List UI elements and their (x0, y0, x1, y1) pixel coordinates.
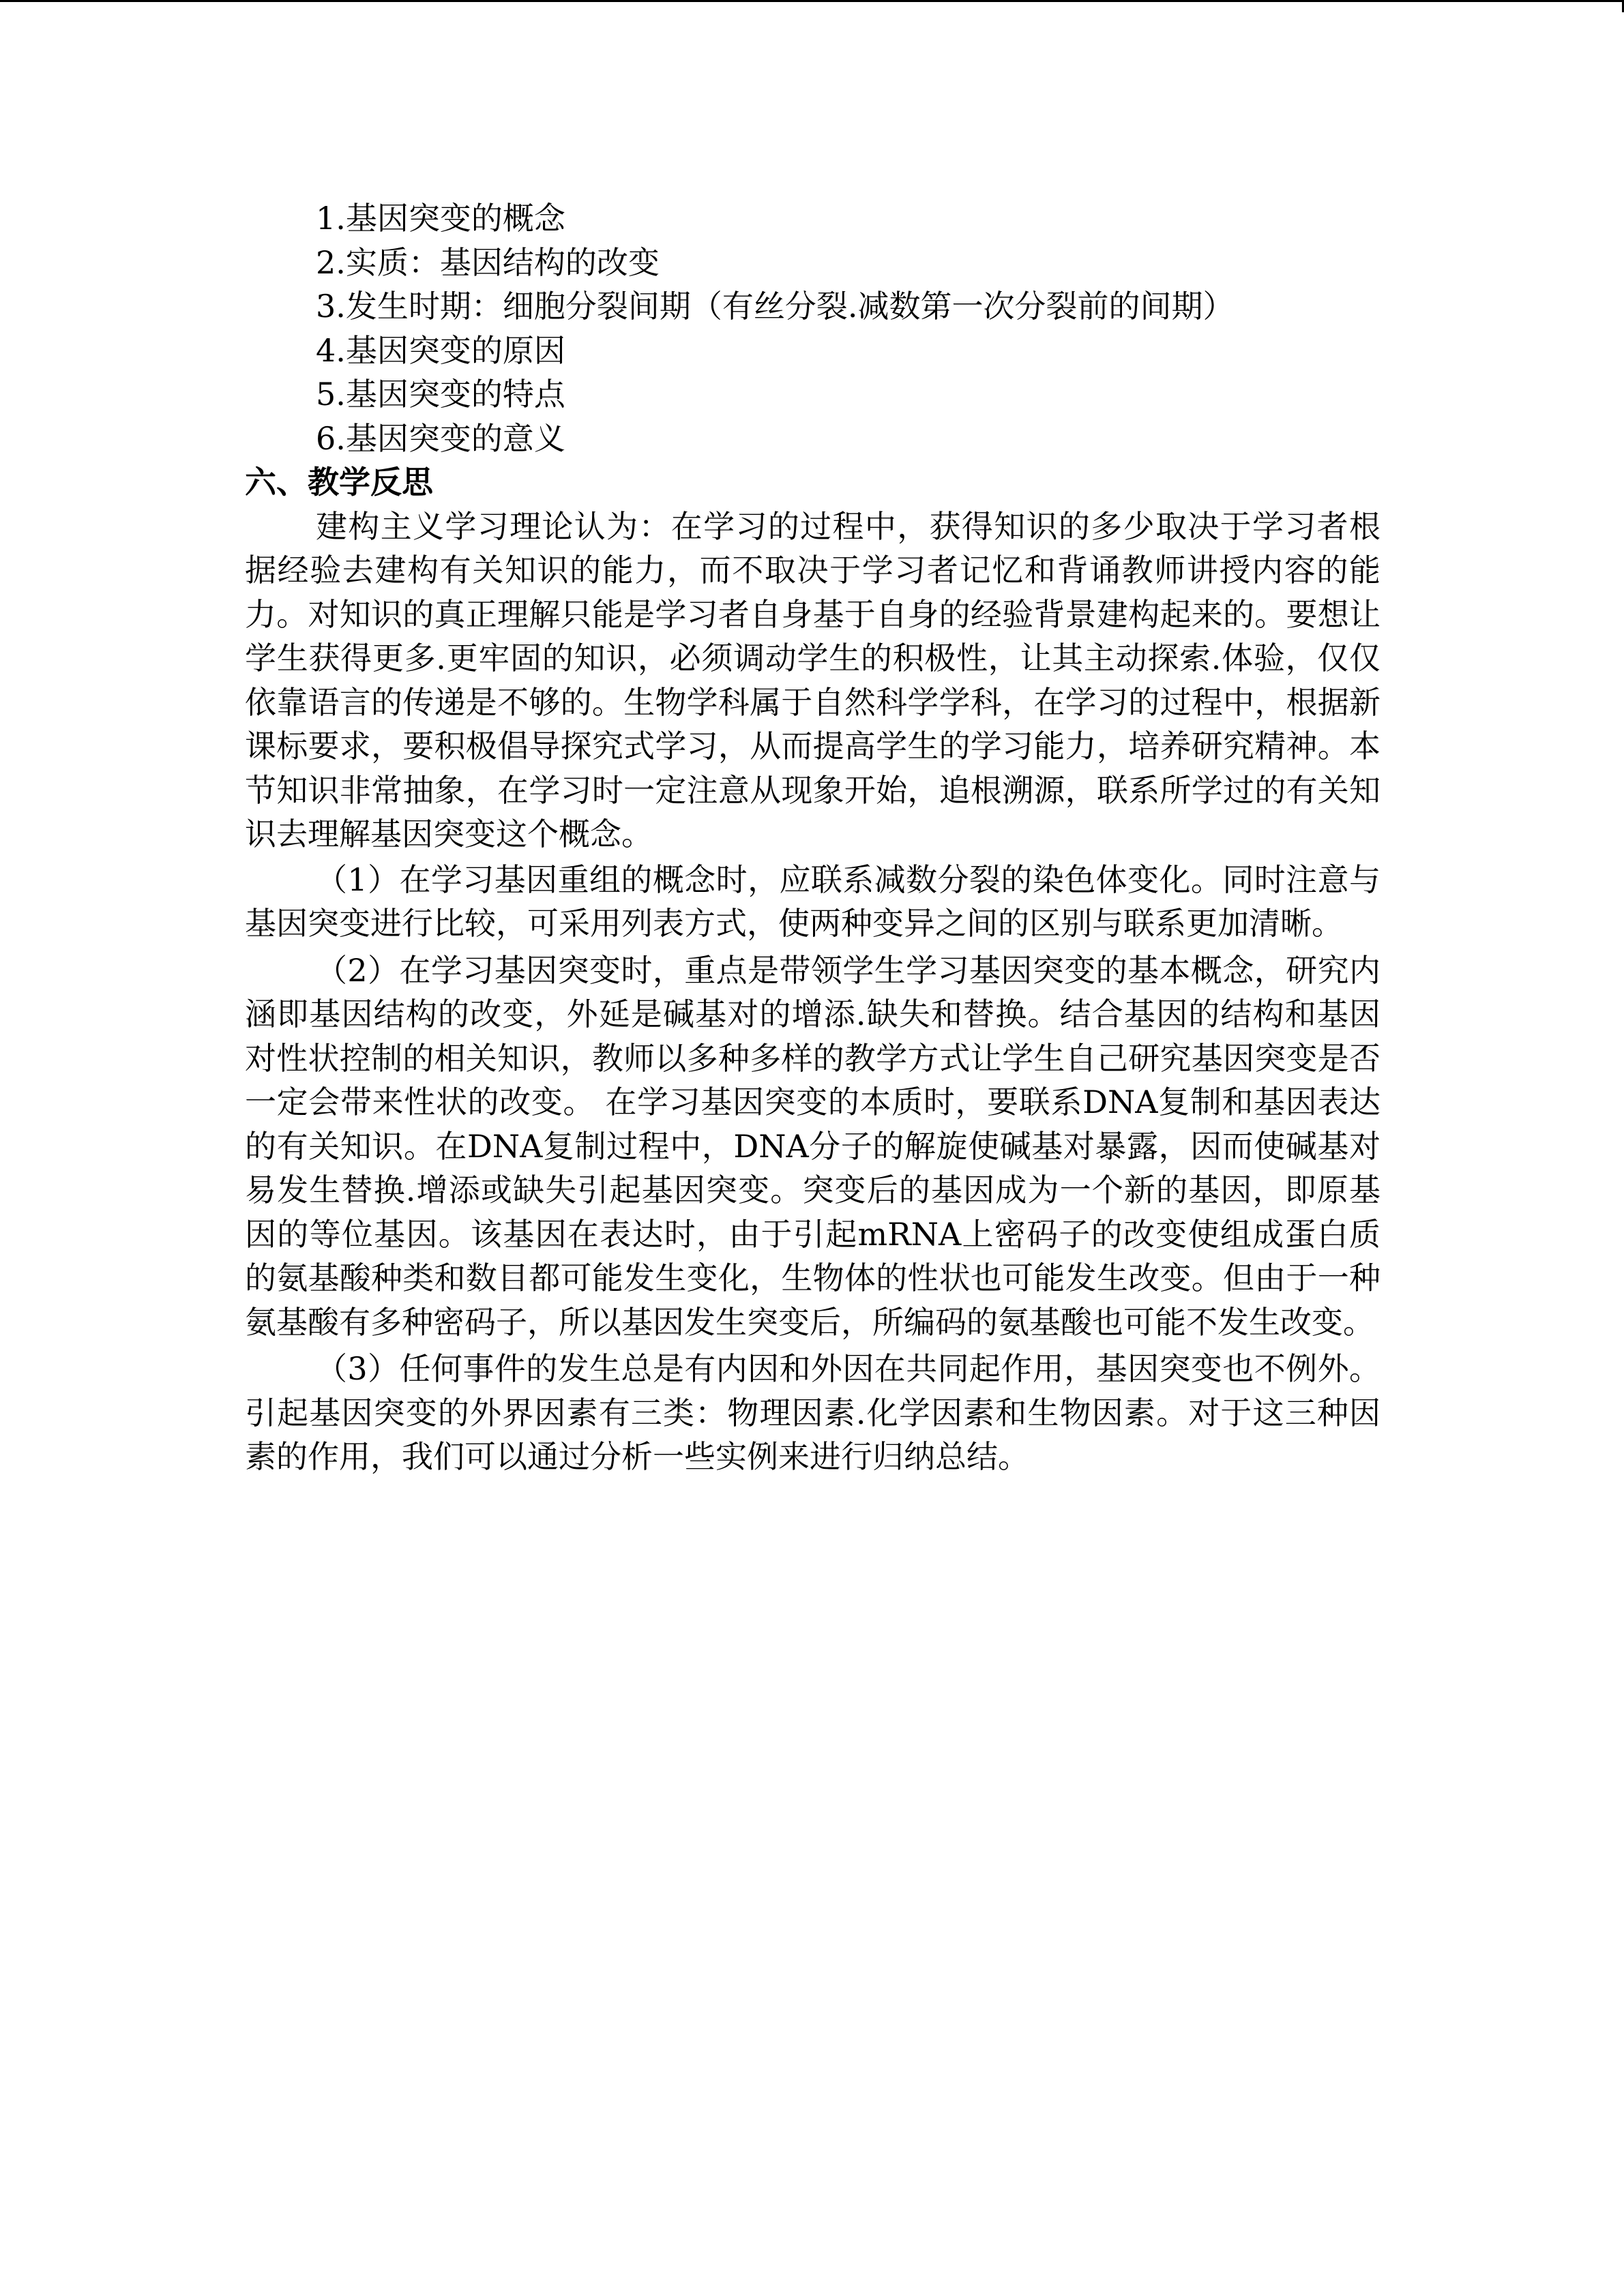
list-item: 1.基因突变的概念 (316, 200, 565, 237)
list-item: 4.基因突变的原因 (316, 331, 565, 369)
page-top-border (0, 0, 1624, 2)
paragraph-point-2: （2）在学习基因突变时，重点是带领学生学习基因突变的基本概念，研究内涵即基因结构的改变，外延是碱基对的增添.缺失和替换。结合基因的结构和基因对性状控制的相关知识，教师以多种多样的教学方式让学生自己研究基因突变是否一定会带来性状的改变。 在学习基因突变的本质时，要联系DNA复制和基因表达的有关知识。在DNA复制过程中，DNA分子的解旋使碱基对暴露，因而使碱基对易发生替换.增添或缺失引起基因突变。突变后的基因成为一个新的基因，即原基因的等位基因。该基因在表达时，由于引起mRNA上密码子的改变使组成蛋白质的氨基酸种类和数目都可能发生变化，生物体的性状也可能发生改变。但由于一种氨基酸有多种密码子，所以基因发生突变后，所编码的氨基酸也可能不发生改变。 (245, 951, 1381, 1341)
summary-list (245, 196, 1381, 460)
section-heading: 六、教学反思 (245, 464, 433, 501)
list-item: 5.基因突变的特点 (316, 376, 565, 413)
document-body (245, 196, 1381, 1479)
list-item: 2.实质：基因结构的改变 (316, 243, 660, 281)
list-item: 6.基因突变的意义 (316, 419, 565, 457)
paragraph-intro: 建构主义学习理论认为：在学习的过程中，获得知识的多少取决于学习者根据经验去建构有关知识的能力，而不取决于学习者记忆和背诵教师讲授内容的能力。对知识的真正理解只能是学习者自身基于自身的经验背景建构起来的。要想让学生获得更多.更牢固的知识，必须调动学生的积极性，让其主动探索.体验，仅仅依靠语言的传递是不够的。生物学科属于自然科学学科，在学习的过程中，根据新课标要求，要积极倡导探究式学习，从而提高学生的学习能力，培养研究精神。本节知识非常抽象，在学习时一定注意从现象开始，追根溯源，联系所学过的有关知识去理解基因突变这个概念。 (245, 507, 1381, 852)
paragraph-point-3: （3）任何事件的发生总是有内因和外因在共同起作用，基因突变也不例外。引起基因突变的外界因素有三类：物理因素.化学因素和生物因素。对于这三种因素的作用，我们可以通过分析一些实例来进行归纳总结。 (245, 1350, 1381, 1475)
paragraph-point-1: （1）在学习基因重组的概念时，应联系减数分裂的染色体变化。同时注意与基因突变进行比较，可采用列表方式，使两种变异之间的区别与联系更加清晰。 (245, 861, 1381, 942)
list-item: 3.发生时期：细胞分裂间期（有丝分裂.减数第一次分裂前的间期） (316, 288, 1235, 325)
